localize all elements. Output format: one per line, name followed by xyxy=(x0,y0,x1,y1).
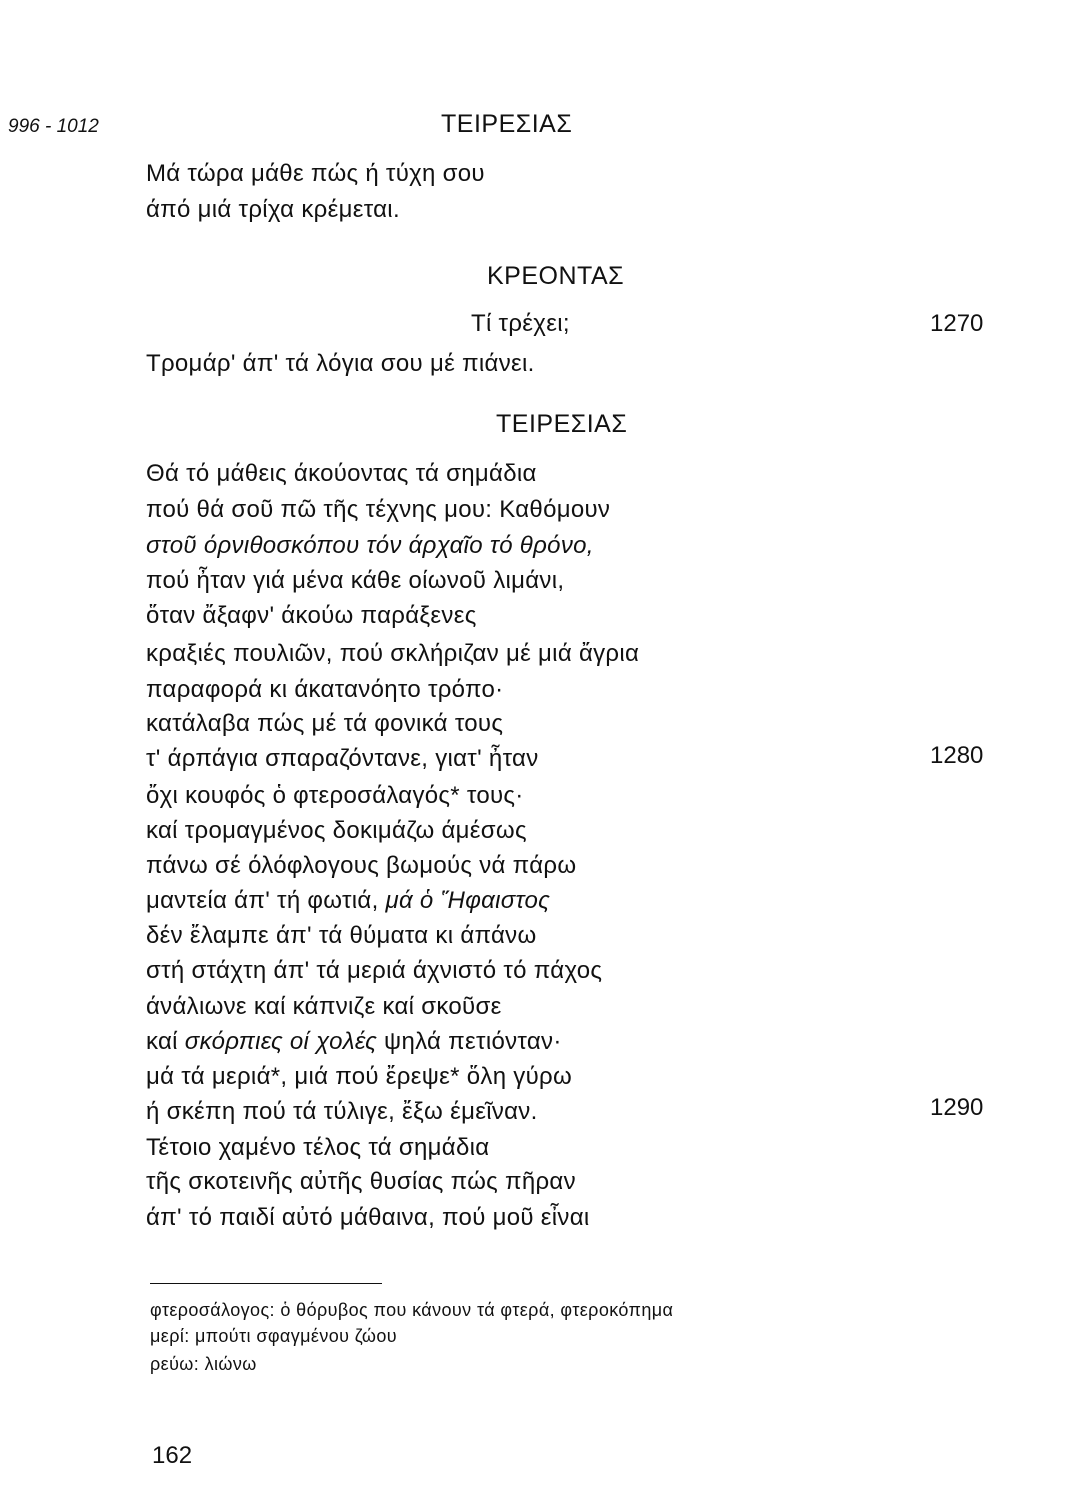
page-number: 162 xyxy=(152,1442,193,1469)
line-number: 1280 xyxy=(930,742,984,769)
verse-line: κραξιές πουλιῶν, πού σκλήριζαν μέ μιά ἄγρια xyxy=(146,640,640,667)
speaker-name: ΚΡΕΟΝΤΑΣ xyxy=(487,262,625,290)
verse-line: καί τρομαγμένος δοκιμάζω άμέσως xyxy=(146,817,527,844)
footnote-rule xyxy=(150,1283,382,1284)
verse-segment-italic: μά ὁ Ἥφαιστος xyxy=(385,887,551,914)
verse-line xyxy=(146,1028,562,1056)
verse-line: τῆς σκοτεινῆς αὐτῆς θυσίας πώς πῆραν xyxy=(146,1168,576,1195)
footnote: φτεροσάλογος: ὁ θόρυβος που κάνουν τά φτερά, φτεροκόπημα xyxy=(150,1300,674,1320)
verse-line: άνάλιωνε καί κάπνιζε καί σκοῦσε xyxy=(146,993,502,1020)
verse-line xyxy=(146,887,550,915)
verse-line: ὄχι κουφός ὁ φτεροσάλαγός* τους· xyxy=(146,782,524,809)
speaker-name: ΤΕΙΡΕΣΙΑΣ xyxy=(496,410,628,438)
footnote: ρεύω: λιώνω xyxy=(150,1354,257,1374)
verse-line: ή σκέπη πού τά τύλιγε, ἔξω έμεῖναν. xyxy=(146,1098,538,1125)
verse-line: άπό μιά τρίχα κρέμεται. xyxy=(146,196,400,223)
verse-line: πού θά σοῦ πῶ τῆς τέχνης μου: Καθόμουν xyxy=(146,496,611,523)
line-reference: 996 - 1012 xyxy=(8,116,99,137)
verse-segment: καί xyxy=(146,1028,178,1055)
verse-line: δέν ἔλαμπε άπ' τά θύματα κι άπάνω xyxy=(146,922,537,949)
verse-line: μά τά μεριά*, μιά πού ἔρεψε* ὅλη γύρω xyxy=(146,1063,573,1090)
verse-line: πάνω σέ όλόφλογους βωμούς νά πάρω xyxy=(146,852,577,879)
verse-line: Μά τώρα μάθε πώς ή τύχη σου xyxy=(146,160,485,187)
line-number: 1270 xyxy=(930,310,984,337)
verse-segment: ψηλά πετιόνταν· xyxy=(384,1028,562,1055)
verse-line: τ' άρπάγια σπαραζόντανε, γιατ' ἦταν xyxy=(146,745,539,772)
verse-line: ὅταν ἄξαφν' άκούω παράξενες xyxy=(146,602,477,629)
verse-line: Τρομάρ' άπ' τά λόγια σου μέ πιάνει. xyxy=(146,350,535,377)
verse-line: Τί τρέχει; xyxy=(471,310,570,337)
footnote: μερί: μπούτι σφαγμένου ζώου xyxy=(150,1326,398,1346)
speaker-name: ΤΕΙΡΕΣΙΑΣ xyxy=(441,110,573,138)
verse-segment-italic: σκόρπιες οί χολές xyxy=(184,1028,378,1055)
line-number: 1290 xyxy=(930,1094,984,1121)
verse-line: Θά τό μάθεις άκούοντας τά σημάδια xyxy=(146,460,537,487)
verse-line: άπ' τό παιδί αὐτό μάθαινα, πού μοῦ εἶναι xyxy=(146,1204,590,1231)
verse-segment: μαντεία άπ' τή φωτιά, xyxy=(146,887,379,914)
verse-line: κατάλαβα πώς μέ τά φονικά τους xyxy=(146,710,504,737)
verse-line: στοῦ όρνιθοσκόπου τόν άρχαῖο τό θρόνο, xyxy=(146,532,594,559)
verse-line: πού ἦταν γιά μένα κάθε οίωνοῦ λιμάνι, xyxy=(146,567,565,594)
verse-line: Τέτοιο χαμένο τέλος τά σημάδια xyxy=(146,1134,490,1161)
verse-line: παραφορά κι άκατανόητο τρόπο· xyxy=(146,676,504,703)
verse-line: στή στάχτη άπ' τά μεριά άχνιστό τό πάχος xyxy=(146,957,603,984)
